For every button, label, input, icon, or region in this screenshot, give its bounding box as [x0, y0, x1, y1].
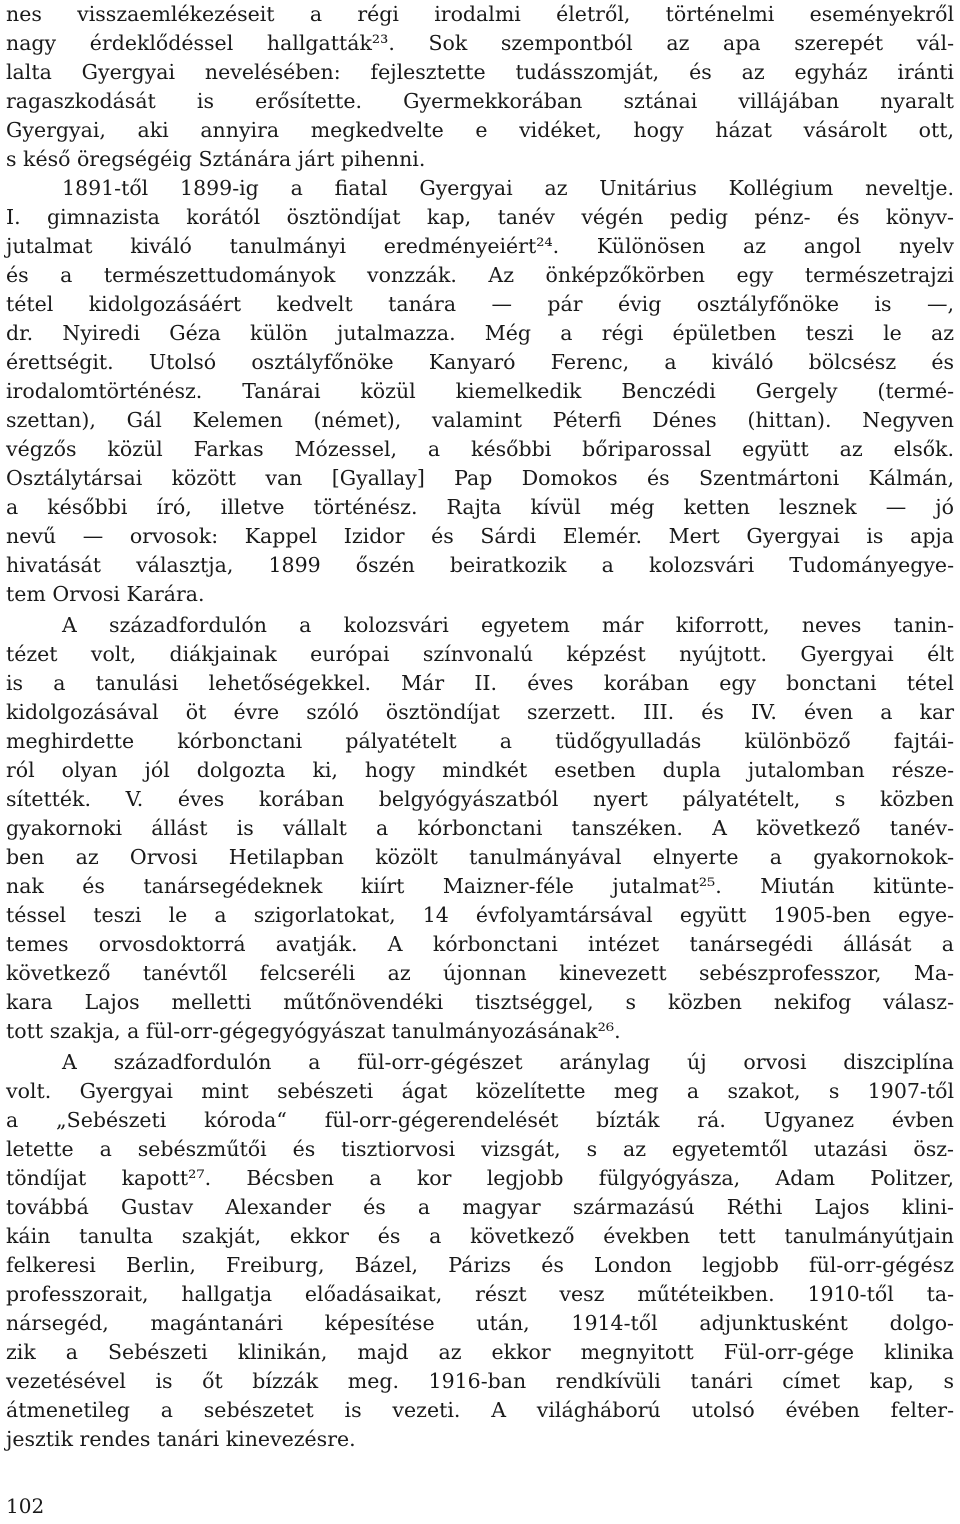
- text-line: kara Lajos melletti műtőnövendéki tisztséggel, s közben nekifog válasz-: [6, 990, 954, 1014]
- text-line: zik a Sebészeti klinikán, majd az ekkor megnyitott Fül-orr-gége klinika: [6, 1340, 954, 1364]
- text-line: Osztálytársai között van [Gyallay] Pap Domokos és Szentmártoni Kálmán,: [6, 466, 954, 490]
- text-line: A századfordulón a kolozsvári egyetem már kiforrott, neves tanin-: [62, 613, 954, 637]
- text-line: töndíjat kapott²⁷. Bécsben a kor legjobb fülgyógyásza, Adam Politzer,: [6, 1166, 954, 1190]
- text-line: a későbbi író, illetve történész. Rajta kívül még ketten lesznek — jó: [6, 495, 954, 519]
- text-line: káin tanulta szakját, ekkor és a következő években tett tanulmányútjain: [6, 1224, 954, 1248]
- paragraph-1: [6, 0, 954, 174]
- book-page: [6, 0, 954, 1454]
- text-line: irodalomtörténész. Tanárai közül kiemelkedik Benczédi Gergely (termé-: [6, 379, 954, 403]
- text-line: s késő öregségéig Sztánára járt pihenni.: [6, 147, 426, 171]
- text-line: jutalmat kiváló tanulmányi eredményeiért²⁴. Különösen az angol nyelv: [6, 234, 954, 258]
- text-line: sítették. V. éves korában belgyógyászatból nyert pályatételt, s közben: [6, 787, 954, 811]
- text-line: temes orvosdoktorrá avatják. A kórbonctani intézet tanársegédi állását a: [6, 932, 954, 956]
- text-line: dr. Nyiredi Géza külön jutalmazza. Még a régi épületben teszi le az: [6, 321, 954, 345]
- text-line: lalta Gyergyai nevelésében: fejlesztette tudásszomját, és az egyház iránti: [6, 60, 954, 84]
- text-line: felkeresi Berlin, Freiburg, Bázel, Párizs és London legjobb fül-orr-gégész: [6, 1253, 954, 1277]
- text-line: szettan), Gál Kelemen (német), valamint Péterfi Dénes (hittan). Negyven: [6, 408, 954, 432]
- text-line: továbbá Gustav Alexander és a magyar származású Réthi Lajos klini-: [6, 1195, 954, 1219]
- text-line: tem Orvosi Karára.: [6, 582, 205, 606]
- text-line: nes visszaemlékezéseit a régi irodalmi életről, történelmi eseményekről: [6, 2, 954, 26]
- paragraph-4: [6, 1048, 954, 1454]
- text-line: a „Sebészeti kóroda“ fül-orr-gégerendelését bízták rá. Ugyanez évben: [6, 1108, 954, 1132]
- text-line: átmenetileg a sebészetet is vezeti. A világháború utolsó évében felter-: [6, 1398, 954, 1422]
- text-line: A századfordulón a fül-orr-gégészet aránylag új orvosi diszciplína: [62, 1050, 954, 1074]
- text-line: nak és tanársegédeknek kiírt Maizner-féle jutalmat²⁵. Miután kitünte-: [6, 874, 954, 898]
- text-line: következő tanévtől felcseréli az újonnan kinevezett sebészprofesszor, Ma-: [6, 961, 954, 985]
- text-line: 1891-től 1899-ig a fiatal Gyergyai az Unitárius Kollégium neveltje.: [62, 176, 954, 200]
- text-line: is a tanulási lehetőségekkel. Már II. éves korában egy bonctani tétel: [6, 671, 954, 695]
- text-line: végzős közül Farkas Mózessel, a későbbi bőriparossal együtt az elsők.: [6, 437, 954, 461]
- text-line: nársegéd, magántanári képesítése után, 1914-től adjunktusként dolgo-: [6, 1311, 954, 1335]
- text-line: letette a sebészműtői és tisztiorvosi vizsgát, s az egyetemtől utazási ösz-: [6, 1137, 954, 1161]
- text-line: I. gimnazista korától ösztöndíjat kap, tanév végén pedig pénz- és könyv-: [6, 205, 954, 229]
- paragraph-2: [6, 174, 954, 609]
- text-line: és a természettudományok vonzzák. Az önképzőkörben egy természetrajzi: [6, 263, 954, 287]
- text-line: vezetésével is őt bízzák meg. 1916-ban rendkívüli tanári címet kap, s: [6, 1369, 954, 1393]
- text-line: gyakornoki állást is vállalt a kórbonctani tanszéken. A következő tanév-: [6, 816, 954, 840]
- text-line: ben az Orvosi Hetilapban közölt tanulmányával elnyerte a gyakornokok-: [6, 845, 954, 869]
- page-number: 102: [6, 1494, 45, 1518]
- text-line: tézet volt, diákjainak európai színvonalú képzést nyújtott. Gyergyai élt: [6, 642, 954, 666]
- text-line: tétel kidolgozásáért kedvelt tanára — pár évig osztályfőnöke is —,: [6, 292, 954, 316]
- text-line: nevű — orvosok: Kappel Izidor és Sárdi Elemér. Mert Gyergyai is apja: [6, 524, 954, 548]
- text-line: volt. Gyergyai mint sebészeti ágat közelítette meg a szakot, s 1907-től: [6, 1079, 954, 1103]
- text-line: meghirdette kórbonctani pályatételt a tüdőgyulladás különböző fajtái-: [6, 729, 954, 753]
- text-line: jesztik rendes tanári kinevezésre.: [6, 1427, 356, 1451]
- text-line: ragaszkodását is erősítette. Gyermekkorában sztánai villájában nyaralt: [6, 89, 954, 113]
- text-line: hivatását választja, 1899 őszén beiratkozik a kolozsvári Tudományegye-: [6, 553, 954, 577]
- text-line: téssel teszi le a szigorlatokat, 14 évfolyamtársával együtt 1905-ben egye-: [6, 903, 954, 927]
- text-line: Gyergyai, aki annyira megkedvelte e vidéket, hogy házat vásárolt ott,: [6, 118, 954, 142]
- text-line: kidolgozásával öt évre szóló ösztöndíjat szerzett. III. és IV. éven a kar: [6, 700, 954, 724]
- text-line: nagy érdeklődéssel hallgatták²³. Sok szempontból az apa szerepét vál-: [6, 31, 954, 55]
- paragraph-3: [6, 611, 954, 1046]
- text-line: professzorait, hallgatja előadásaikat, részt vesz műtéteikben. 1910-től ta-: [6, 1282, 954, 1306]
- text-line: ról olyan jól dolgozta ki, hogy mindkét esetben dupla jutalomban része-: [6, 758, 954, 782]
- text-line: érettségit. Utolsó osztályfőnöke Kanyaró Ferenc, a kiváló bölcsész és: [6, 350, 954, 374]
- text-line: tott szakja, a fül-orr-gégegyógyászat tanulmányozásának²⁶.: [6, 1019, 621, 1043]
